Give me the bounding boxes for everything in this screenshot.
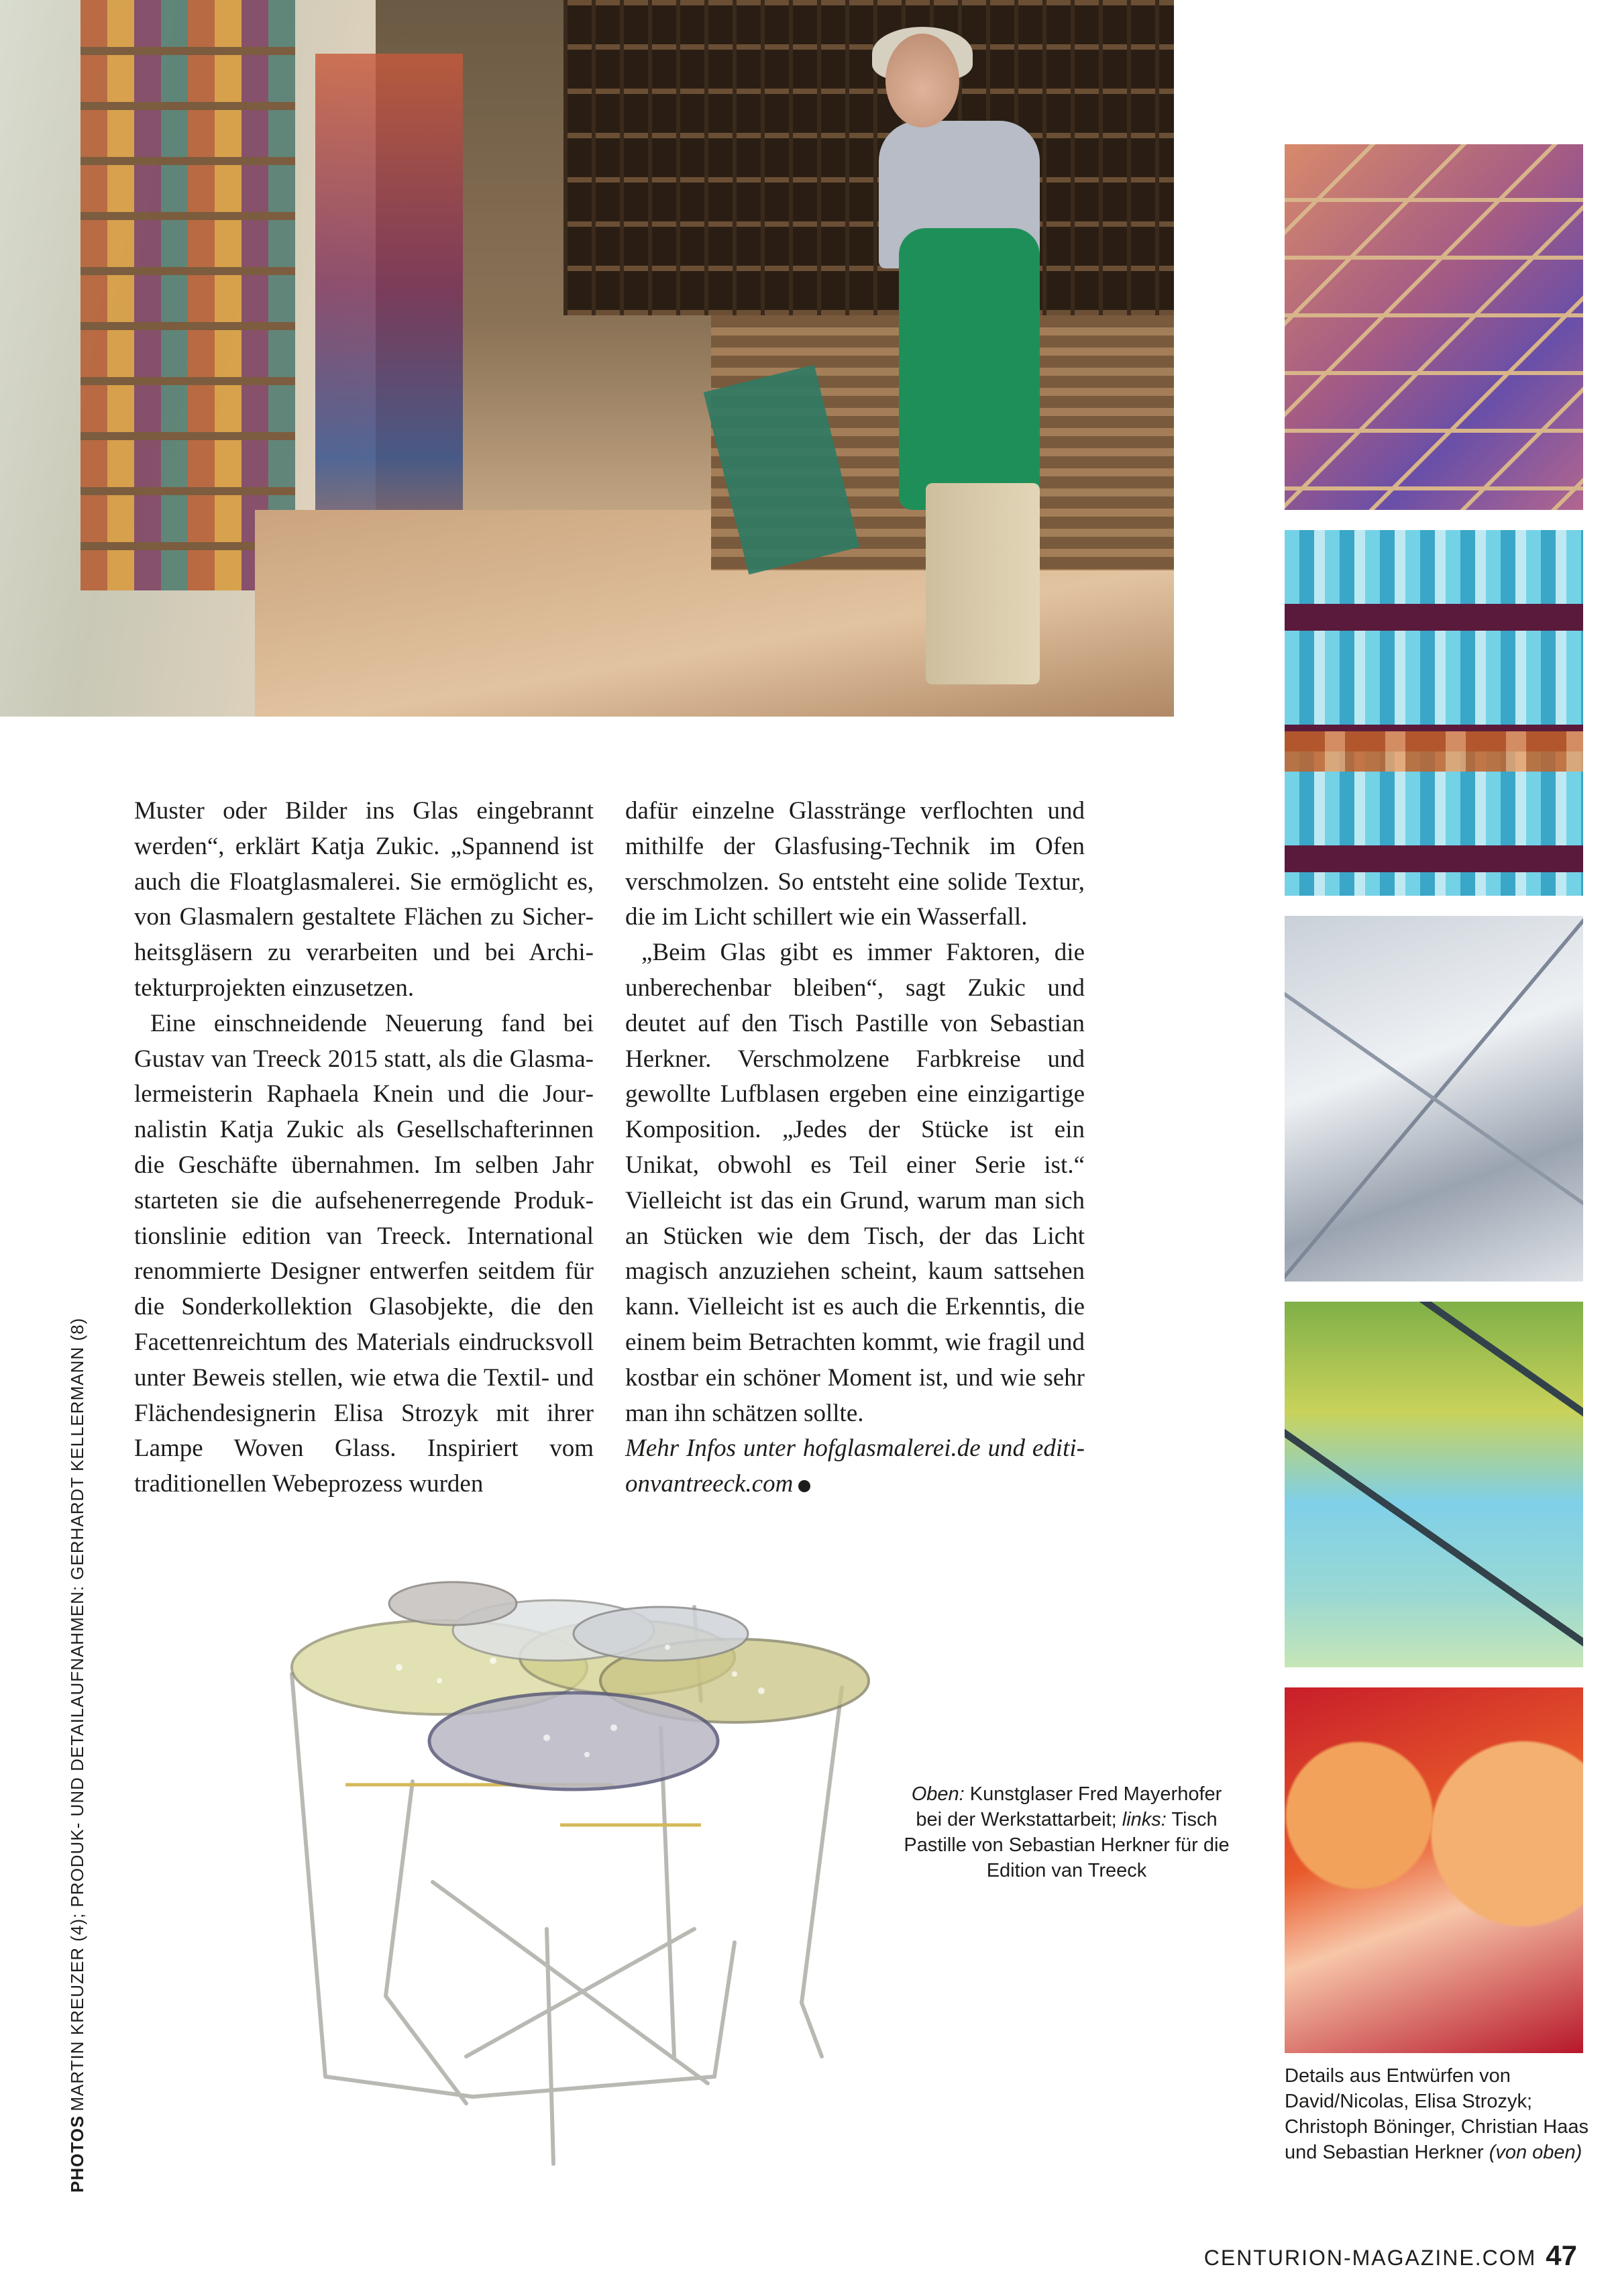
caption-text: Tisch Pastille von Sebastian Herkner für die Edition van Treeck: [904, 1809, 1230, 1881]
photo-caption-right: [1285, 2063, 1600, 2165]
article-paragraph: dafür einzelne Glasstränge verflochten und mithilfe der Glasfusing-Technik im Ofen verschmolzen. So entsteht eine solide Textur, die im Licht schillert wie ein Wasserfall.: [625, 797, 1085, 931]
caption-text: Kunstglaser Fred Mayerhofer bei der Werkstattarbeit;: [916, 1783, 1222, 1830]
table-pastille-photo: [265, 1567, 929, 2171]
caption-note: (von oben): [1489, 2142, 1582, 2163]
detail-photo-clear-glass-facets: [1285, 916, 1583, 1282]
caption-label-top: Oben:: [911, 1783, 965, 1805]
detail-photo-red-orange-glass: [1285, 1687, 1583, 2053]
page-number: 47: [1546, 2240, 1577, 2271]
detail-photo-leaf-glass: [1285, 1302, 1583, 1667]
more-info-line: [625, 1431, 1085, 1502]
footer-website[interactable]: CENTURION-MAGAZINE.COM: [1203, 2246, 1537, 2270]
page-footer: [1204, 2240, 1577, 2272]
article-column-left: [134, 794, 594, 1502]
article-paragraph: „Beim Glas gibt es immer Faktoren, die unberechenbar bleiben“, sagt Zukic und deutet auf den Tisch Pastille von Sebastian Herkner. Verschmolzene Farbkreise und gewollte Lufblasen ergeben eine einzigartige Komposition. „Jedes der Stücke ist ein Unikat, obwohl es Teil einer Serie ist.“ Vielleicht ist das ein Grund, warum man sich an Stücken wie dem Tisch, der das Licht magisch anzuziehen scheint, kaum sattsehen kann. Vielleicht ist es auch die Erkenntis, die einem beim Betrachten kommt, wie fragil und kostbar ein schöner Moment ist, und wie sehr man ihn schätzen sollte.: [625, 939, 1085, 1427]
more-info-link-text[interactable]: Mehr Infos unter hofglasmalerei.de und editionvantreeck.com: [625, 1434, 1085, 1498]
article-paragraph: Muster oder Bilder ins Glas eingebrannt werden“, erklärt Katja Zukic. „Spannend ist auch die Floatglasmalerei. Sie ermöglicht es, von Glasmalern gestaltete Flächen zu Sicherheitsgläsern zu verarbeiten und bei Architekturprojekten einzusetzen.: [134, 797, 594, 1002]
photo-credit-label: PHOTOS: [67, 2115, 87, 2193]
caption-text: Details aus Entwürfen von David/Nicolas, Elisa Strozyk; Christoph Böninger, Christian Haas und Sebastian Herkner: [1285, 2065, 1589, 2163]
photo-caption-center: [899, 1781, 1234, 1883]
photo-credit: [67, 1318, 88, 2193]
detail-photo-woven-glass: [1285, 530, 1583, 896]
end-mark-icon: [798, 1480, 810, 1492]
hero-photo-glassmaker-workshop: [0, 0, 1174, 717]
article-paragraph: Eine einschneidende Neuerung fand bei Gustav van Treeck 2015 statt, als die Glasmalermeisterin Raphaela Knein und die Journalistin Katja Zukic als Gesellschafterinnen die Geschäfte übernahmen. Im selben Jahr starteten sie die aufsehenerregende Produktionslinie edition van Treeck. International renommierte Designer entwerfen seitdem für die Sonderkollektion Glasobjekte, die den Facettenreichtum des Materials eindrucksvoll unter Beweis stellen, wie etwa die Textil- und Flächendesignerin Elisa Strozyk mit ihrer Lampe Woven Glass. Inspiriert vom traditionellen Webeprozess wurden: [134, 1009, 594, 1498]
caption-label-left: links:: [1122, 1809, 1167, 1830]
photo-credit-text: MARTIN KREUZER (4); PRODUK- UND DETAILAUFNAHMEN: GERHARDT KELLERMANN (8): [67, 1317, 87, 2111]
detail-photo-iridescent-glass: [1285, 144, 1583, 510]
article-column-right: [625, 794, 1085, 1502]
